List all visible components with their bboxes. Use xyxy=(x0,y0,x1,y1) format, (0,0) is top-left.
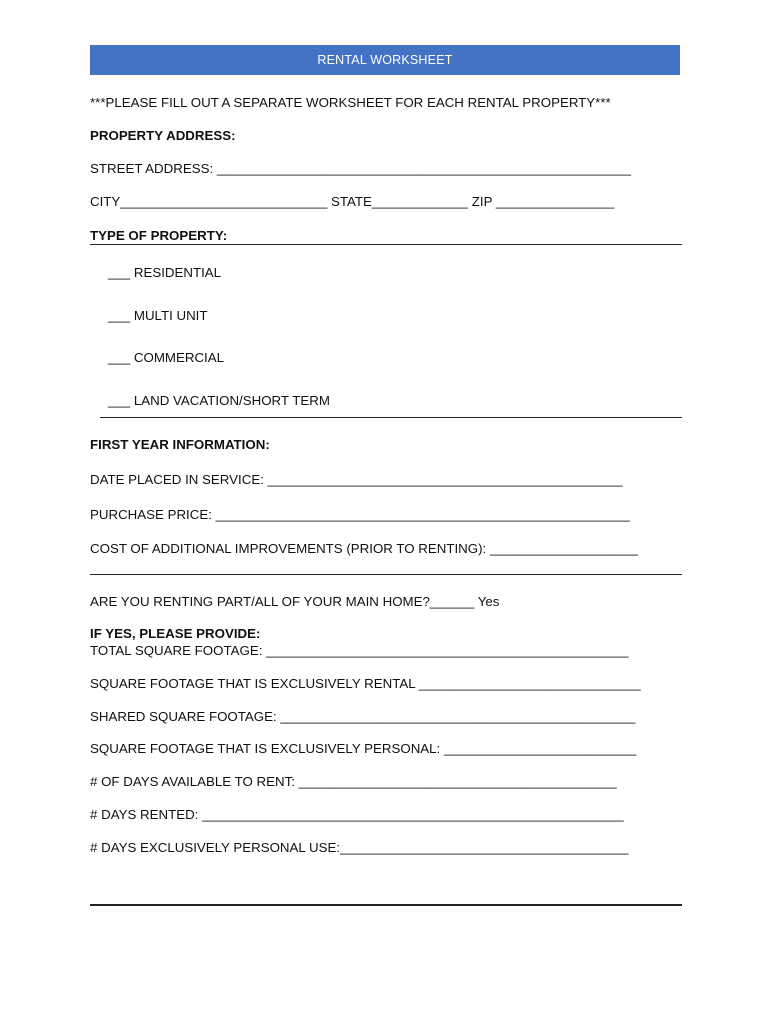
rental-square-footage-field[interactable]: SQUARE FOOTAGE THAT IS EXCLUSIVELY RENTAL ______________________________ xyxy=(90,676,641,691)
city-state-zip-field[interactable]: CITY____________________________ STATE_____________ ZIP ________________ xyxy=(90,194,615,209)
if-yes-heading: IF YES, PLEASE PROVIDE: xyxy=(90,626,261,641)
option-multi-unit[interactable]: ___ MULTI UNIT xyxy=(108,308,208,323)
bottom-divider xyxy=(90,904,682,906)
worksheet-title: RENTAL WORKSHEET xyxy=(317,53,453,67)
improvements-cost-field[interactable]: COST OF ADDITIONAL IMPROVEMENTS (PRIOR TO RENTING): ____________________ xyxy=(90,541,638,556)
total-square-footage-field[interactable]: TOTAL SQUARE FOOTAGE: _________________________________________________ xyxy=(90,643,629,658)
option-residential[interactable]: ___ RESIDENTIAL xyxy=(108,265,222,280)
first-year-heading: FIRST YEAR INFORMATION: xyxy=(90,437,270,452)
shared-square-footage-field[interactable]: SHARED SQUARE FOOTAGE: ________________________________________________ xyxy=(90,709,636,724)
days-available-field[interactable]: # OF DAYS AVAILABLE TO RENT: ___________________________________________ xyxy=(90,774,617,789)
main-home-question[interactable]: ARE YOU RENTING PART/ALL OF YOUR MAIN HOME?______ Yes xyxy=(90,594,500,609)
date-placed-field[interactable]: DATE PLACED IN SERVICE: ________________________________________________ xyxy=(90,472,623,487)
days-rented-field[interactable]: # DAYS RENTED: _________________________________________________________ xyxy=(90,807,624,822)
days-personal-use-field[interactable]: # DAYS EXCLUSIVELY PERSONAL USE:_______________________________________ xyxy=(90,840,629,855)
instruction-text: ***PLEASE FILL OUT A SEPARATE WORKSHEET FOR EACH RENTAL PROPERTY*** xyxy=(90,95,611,110)
street-address-field[interactable]: STREET ADDRESS: ________________________________________________________ xyxy=(90,161,631,176)
worksheet-title-bar xyxy=(90,45,680,75)
property-address-heading: PROPERTY ADDRESS: xyxy=(90,128,236,143)
section-divider xyxy=(90,574,682,575)
personal-square-footage-field[interactable]: SQUARE FOOTAGE THAT IS EXCLUSIVELY PERSONAL: __________________________ xyxy=(90,741,637,756)
purchase-price-field[interactable]: PURCHASE PRICE: ________________________________________________________ xyxy=(90,507,630,522)
option-commercial[interactable]: ___ COMMERCIAL xyxy=(108,350,225,365)
option-land-vacation[interactable]: ___ LAND VACATION/SHORT TERM xyxy=(108,393,330,408)
section-divider xyxy=(90,244,682,245)
property-type-heading: TYPE OF PROPERTY: xyxy=(90,228,228,243)
section-divider xyxy=(100,417,682,418)
